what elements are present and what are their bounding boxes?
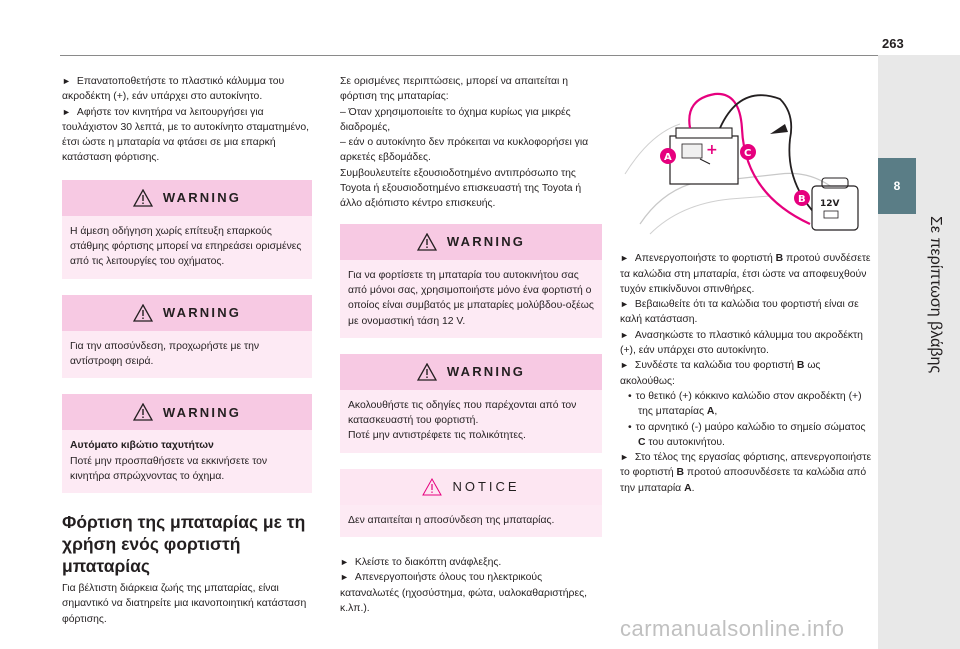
step: ► Ανασηκώστε το πλαστικό κάλυμμα του ακροδέκτη (+), εάν υπάρχει στο αυτοκίνητο.	[620, 329, 863, 357]
bullet-item: • το θετικό (+) κόκκινο καλώδιο στον ακροδέκτη (+) της μπαταρίας A,	[628, 390, 862, 418]
charger-label: 12V	[820, 199, 840, 209]
bullet-icon: •	[628, 421, 632, 433]
dash-item: – Όταν χρησιμοποιείτε το όχημα κυρίως για μικρές διαδρομές,	[340, 106, 571, 133]
label-b: B	[798, 194, 806, 205]
column-3	[620, 74, 872, 496]
column-1	[62, 74, 312, 627]
notice-header: NOTICE	[340, 469, 602, 505]
battery-charger-illustration	[620, 74, 872, 236]
paragraph: Για βέλτιστη διάρκεια ζωής της μπαταρίας, είναι σημαντικό να διατηρείτε μια ικανοποιητική κατάσταση φόρτισης.	[62, 583, 307, 625]
warning-icon	[133, 189, 153, 207]
section-heading: Φόρτιση της μπαταρίας με τη χρήση ενός φορτιστή μπαταρίας	[62, 512, 306, 577]
warning-icon	[417, 233, 437, 251]
bullet-icon: •	[628, 390, 632, 402]
label-c: C	[744, 148, 752, 159]
warning-subtitle: Αυτόματο κιβώτιο ταχυτήτων	[70, 440, 214, 452]
page-number: 263	[882, 36, 904, 51]
step: ► Συνδέστε τα καλώδια του φορτιστή B ως ακολούθως:	[620, 360, 821, 387]
warning-box	[340, 224, 602, 338]
side-tab	[878, 55, 960, 649]
warning-body	[62, 430, 312, 493]
notice-body: Δεν απαιτείται η αποσύνδεση της μπαταρίας.	[340, 505, 602, 537]
paragraph: Σε ορισμένες περιπτώσεις, μπορεί να απαιτείται η φόρτιση της μπαταρίας:	[340, 76, 569, 103]
chapter-title: Σε περίπτωση βλάβης	[927, 216, 944, 374]
step: ► Κλείστε το διακόπτη ανάφλεξης.	[340, 557, 502, 569]
arrow-icon: ►	[620, 253, 629, 264]
warning-box	[62, 180, 312, 279]
paragraph: Συμβουλευτείτε εξουσιοδοτημένο αντιπρόσωπο της Toyota ή εξουσιοδοτημένο επισκευαστή της Toyota ή άλλο αξιόπιστο κέντρο επισκευής.	[340, 167, 582, 210]
footer-watermark: carmanualsonline.info	[620, 616, 845, 641]
label-a: A	[664, 152, 672, 163]
warning-icon	[417, 363, 437, 381]
step: ► Απενεργοποιήστε όλους του ηλεκτρικούς καταναλωτές (ηχοσύστημα, φώτα, υαλοκαθαριστήρες, κ.λπ.).	[340, 572, 587, 614]
warning-header: WARNING	[62, 295, 312, 331]
notice-icon	[422, 478, 442, 496]
warning-box	[62, 295, 312, 379]
step: ► Στο τέλος της εργασίας φόρτισης, απενεργοποιήστε το φορτιστή B προτού αποσυνδέσετε τα καλώδια από την μπαταρία A.	[620, 452, 872, 494]
warning-body: Για την αποσύνδεση, προχωρήστε με την αντίστροφη σειρά.	[62, 331, 312, 379]
arrow-icon: ►	[340, 572, 349, 583]
step: ► Απενεργοποιήστε το φορτιστή B προτού συνδέσετε τα καλώδια στη μπαταρία, έτσι ώστε να αποφευχθούν τυχόν επικίνδυνοι σπινθήρες.	[620, 253, 871, 295]
warning-body: Για να φορτίσετε τη μπαταρία του αυτοκινήτου σας από μόνοι σας, χρησιμοποιήστε μόνο ένα φορτιστή ο οποίος είναι συμβατός με μπαταρίες μολύβδου-οξέως με ονομαστική τάση 12 V.	[340, 260, 602, 338]
warning-header: WARNING	[340, 224, 602, 260]
arrow-icon: ►	[620, 329, 629, 340]
arrow-icon: ►	[62, 76, 71, 86]
arrow-icon: ►	[340, 557, 349, 568]
notice-box	[340, 469, 602, 537]
warning-header: WARNING	[62, 180, 312, 216]
step: ► Βεβαιωθείτε ότι τα καλώδια του φορτιστή είναι σε καλή κατάσταση.	[620, 299, 859, 326]
svg-text:+: +	[706, 142, 718, 158]
arrow-icon: ►	[620, 299, 629, 310]
warning-header: WARNING	[340, 354, 602, 390]
dash-item: – εάν ο αυτοκίνητο δεν πρόκειται να κυκλοφορήσει για αρκετές εβδομάδες.	[340, 137, 589, 164]
arrow-icon: ►	[62, 106, 71, 117]
warning-icon	[133, 403, 153, 421]
chapter-number: 8	[878, 158, 916, 214]
warning-box	[62, 394, 312, 493]
paragraph: ► Επανατοποθετήστε το πλαστικό κάλυμμα του ακροδέκτη (+), εάν υπάρχει στο αυτοκίνητο.	[62, 76, 285, 103]
bullet-item: • το αρνητικό (-) μαύρο καλώδιο το σημείο σώματος C του αυτοκινήτου.	[628, 421, 866, 448]
arrow-icon: ►	[620, 452, 629, 463]
column-2	[340, 74, 602, 616]
warning-text: Ποτέ μην προσπαθήσετε να εκκινήσετε τον κινητήρα σπρώχνοντας το όχημα.	[70, 455, 268, 482]
warning-icon	[133, 304, 153, 322]
warning-body: Ακολουθήστε τις οδηγίες που παρέχονται από τον κατασκευαστή του φορτιστή. Ποτέ μην αντιστρέφετε τις πολικότητες.	[340, 390, 602, 453]
warning-header: WARNING	[62, 394, 312, 430]
warning-box	[340, 354, 602, 453]
warning-body: Η άμεση οδήγηση χωρίς επίτευξη επαρκούς στάθμης φόρτισης μπορεί να επηρεάσει ορισμένες από τις λειτουργίες του οχήματος.	[62, 216, 312, 279]
paragraph: ► Αφήστε τον κινητήρα να λειτουργήσει για τουλάχιστον 30 λεπτά, με το αυτοκίνητο σταματημένο, έτσι ώστε η μπαταρία να φτάσει σε μια επαρκή κατάσταση φόρτισης.	[62, 106, 310, 164]
arrow-icon: ►	[620, 360, 629, 371]
top-rule	[60, 55, 878, 56]
